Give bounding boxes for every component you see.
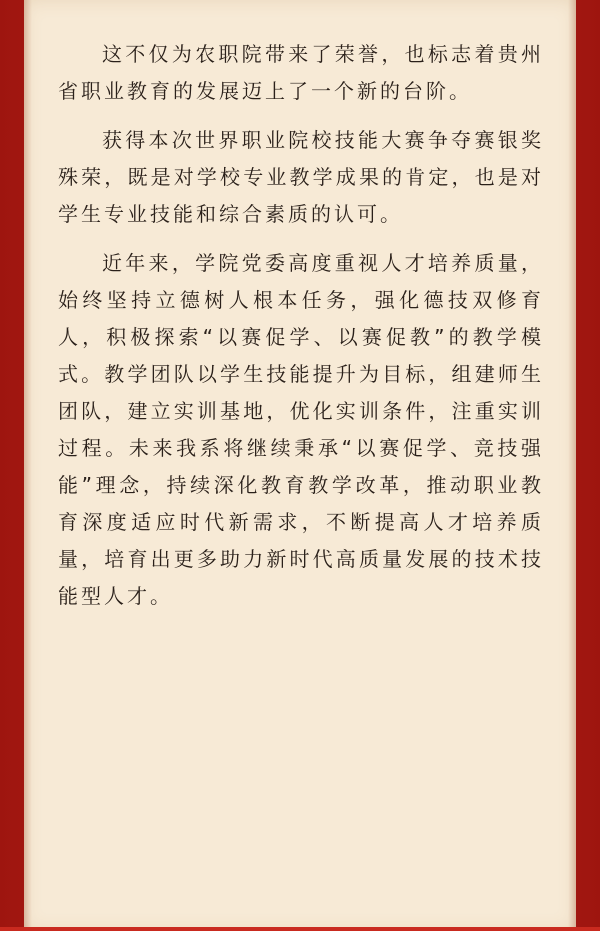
paragraph-2: 获得本次世界职业院校技能大赛争夺赛银奖殊荣，既是对学校专业教学成果的肯定，也是对学生专业技能和综合素质的认可。: [58, 128, 544, 226]
paragraph-1: 这不仅为农职院带来了荣誉，也标志着贵州省职业教育的发展迈上了一个新的台阶。: [58, 42, 544, 103]
bottom-border: [0, 927, 600, 931]
paragraph-3: 近年来，学院党委高度重视人才培养质量，始终坚持立德树人根本任务，强化德技双修育人，积极探索“以赛促学、以赛促教”的教学模式。教学团队以学生技能提升为目标，组建师生团队，建立实训基地，优化实训条件，注重实训过程。未来我系将继续秉承“以赛促学、竞技强能”理念，持续深化教育教学改革，推动职业教育深度适应时代新需求，不断提高人才培养质量，培育出更多助力新时代高质量发展的技术技能型人才。: [58, 251, 544, 608]
article-body: [58, 36, 544, 615]
